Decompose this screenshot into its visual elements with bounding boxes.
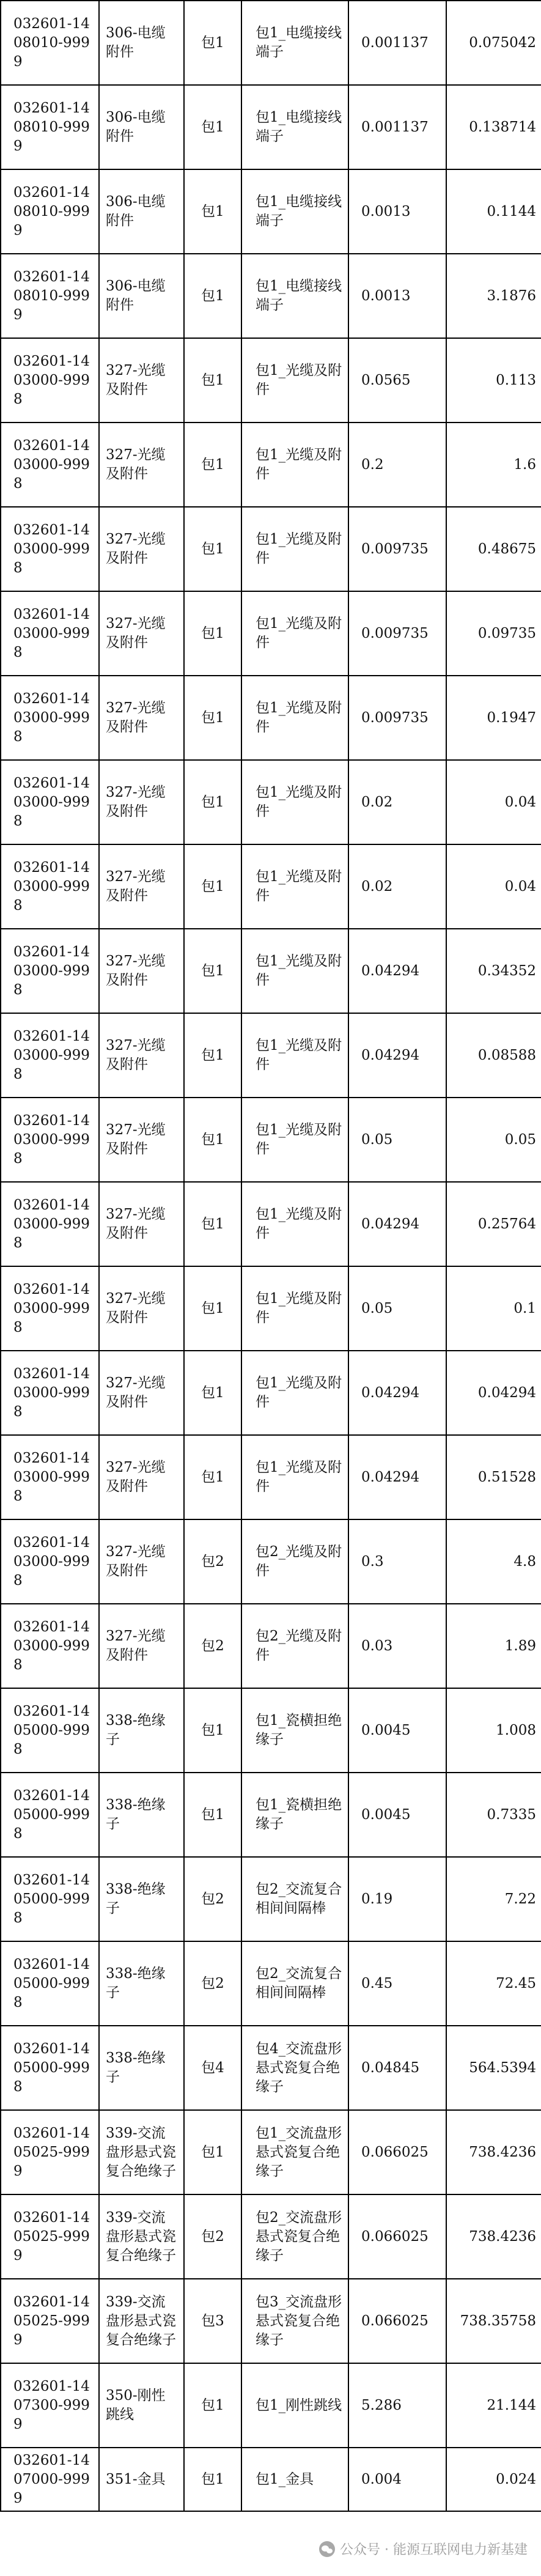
cell-material: 306-电缆附件	[99, 169, 184, 254]
cell-total: 0.48675	[446, 507, 541, 591]
cell-unit-value: 0.02	[348, 844, 446, 929]
cell-name: 包1_电缆接线端子	[241, 1, 348, 85]
cell-total: 72.45	[446, 1941, 541, 2026]
table-row	[1, 423, 541, 507]
cell-package: 包2	[184, 2194, 241, 2279]
cell-name: 包1_瓷横担绝缘子	[241, 1773, 348, 1857]
cell-total: 0.08588	[446, 1013, 541, 1098]
cell-package: 包1	[184, 85, 241, 169]
cell-material: 306-电缆附件	[99, 254, 184, 338]
cell-name: 包2_光缆及附件	[241, 1519, 348, 1604]
cell-unit-value: 0.04294	[348, 1013, 446, 1098]
cell-material: 327-光缆及附件	[99, 423, 184, 507]
table-row	[1, 1098, 541, 1182]
cell-unit-value: 0.0013	[348, 169, 446, 254]
cell-unit-value: 0.04294	[348, 929, 446, 1013]
cell-code: 032601-1405025-9999	[1, 2194, 99, 2279]
cell-material: 338-绝缘子	[99, 2026, 184, 2110]
cell-total: 0.34352	[446, 929, 541, 1013]
table-row	[1, 2026, 541, 2110]
cell-code: 032601-1403000-9998	[1, 1604, 99, 1688]
cell-name: 包1_光缆及附件	[241, 338, 348, 423]
cell-package: 包1	[184, 169, 241, 254]
cell-code: 032601-1403000-9998	[1, 1013, 99, 1098]
table-row	[1, 507, 541, 591]
cell-name: 包1_光缆及附件	[241, 1266, 348, 1351]
cell-total: 0.51528	[446, 1435, 541, 1519]
cell-package: 包1	[184, 423, 241, 507]
cell-material: 327-光缆及附件	[99, 1182, 184, 1266]
table-row	[1, 1519, 541, 1604]
cell-package: 包1	[184, 676, 241, 760]
cell-total: 0.04294	[446, 1351, 541, 1435]
cell-name: 包1_光缆及附件	[241, 844, 348, 929]
cell-code: 032601-1403000-9998	[1, 1098, 99, 1182]
cell-total: 0.1947	[446, 676, 541, 760]
cell-package: 包1	[184, 591, 241, 676]
cell-name: 包1_光缆及附件	[241, 1351, 348, 1435]
cell-package: 包1	[184, 1266, 241, 1351]
cell-name: 包1_光缆及附件	[241, 760, 348, 844]
cell-name: 包1_电缆接线端子	[241, 85, 348, 169]
cell-total: 1.89	[446, 1604, 541, 1688]
cell-code: 032601-1403000-9998	[1, 1182, 99, 1266]
cell-name: 包1_交流盘形悬式瓷复合绝缘子	[241, 2110, 348, 2194]
cell-material: 327-光缆及附件	[99, 1098, 184, 1182]
cell-code: 032601-1405000-9998	[1, 1773, 99, 1857]
table-row	[1, 844, 541, 929]
cell-code: 032601-1405025-9999	[1, 2110, 99, 2194]
table-row	[1, 2279, 541, 2363]
cell-code: 032601-1403000-9998	[1, 1266, 99, 1351]
cell-code: 032601-1408010-9999	[1, 1, 99, 85]
table-row	[1, 1, 541, 85]
cell-unit-value: 0.2	[348, 423, 446, 507]
cell-code: 032601-1403000-9998	[1, 760, 99, 844]
cell-package: 包2	[184, 1857, 241, 1941]
cell-unit-value: 0.001137	[348, 85, 446, 169]
cell-unit-value: 0.05	[348, 1098, 446, 1182]
cell-name: 包1_光缆及附件	[241, 507, 348, 591]
table-row	[1, 2363, 541, 2448]
cell-unit-value: 0.04845	[348, 2026, 446, 2110]
cell-material: 327-光缆及附件	[99, 676, 184, 760]
cell-total: 738.4236	[446, 2194, 541, 2279]
table-row	[1, 676, 541, 760]
cell-total: 0.1	[446, 1266, 541, 1351]
table-row	[1, 1604, 541, 1688]
cell-material: 327-光缆及附件	[99, 1351, 184, 1435]
cell-code: 032601-1403000-9998	[1, 423, 99, 507]
cell-name: 包1_光缆及附件	[241, 929, 348, 1013]
cell-unit-value: 0.04294	[348, 1182, 446, 1266]
cell-unit-value: 0.0045	[348, 1773, 446, 1857]
cell-material: 327-光缆及附件	[99, 507, 184, 591]
cell-unit-value: 0.19	[348, 1857, 446, 1941]
cell-total: 738.35758	[446, 2279, 541, 2363]
cell-package: 包1	[184, 1013, 241, 1098]
cell-total: 3.1876	[446, 254, 541, 338]
cell-total: 7.22	[446, 1857, 541, 1941]
cell-package: 包3	[184, 2279, 241, 2363]
table-row	[1, 1773, 541, 1857]
cell-package: 包1	[184, 507, 241, 591]
table-row	[1, 2448, 541, 2511]
cell-unit-value: 0.001137	[348, 1, 446, 85]
cell-total: 0.05	[446, 1098, 541, 1182]
cell-material: 338-绝缘子	[99, 1773, 184, 1857]
cell-unit-value: 0.0045	[348, 1688, 446, 1773]
cell-name: 包2_交流复合相间间隔棒	[241, 1857, 348, 1941]
table-row	[1, 929, 541, 1013]
table-row	[1, 1351, 541, 1435]
cell-total: 4.8	[446, 1519, 541, 1604]
cell-total: 0.113	[446, 338, 541, 423]
cell-total: 0.7335	[446, 1773, 541, 1857]
cell-package: 包1	[184, 254, 241, 338]
cell-name: 包1_光缆及附件	[241, 1182, 348, 1266]
cell-material: 327-光缆及附件	[99, 1435, 184, 1519]
cell-code: 032601-1405000-9998	[1, 2026, 99, 2110]
cell-name: 包1_光缆及附件	[241, 676, 348, 760]
cell-code: 032601-1403000-9998	[1, 1351, 99, 1435]
cell-name: 包1_电缆接线端子	[241, 169, 348, 254]
cell-code: 032601-1405025-9999	[1, 2279, 99, 2363]
cell-total: 0.024	[446, 2448, 541, 2511]
cell-package: 包1	[184, 1351, 241, 1435]
cell-package: 包1	[184, 844, 241, 929]
cell-total: 0.138714	[446, 85, 541, 169]
cell-material: 327-光缆及附件	[99, 1266, 184, 1351]
cell-material: 327-光缆及附件	[99, 338, 184, 423]
cell-material: 327-光缆及附件	[99, 1013, 184, 1098]
cell-package: 包2	[184, 1519, 241, 1604]
table-row	[1, 85, 541, 169]
cell-material: 327-光缆及附件	[99, 760, 184, 844]
cell-material: 339-交流盘形悬式瓷复合绝缘子	[99, 2110, 184, 2194]
cell-material: 306-电缆附件	[99, 1, 184, 85]
cell-name: 包2_交流盘形悬式瓷复合绝缘子	[241, 2194, 348, 2279]
watermark	[319, 2539, 528, 2558]
cell-material: 327-光缆及附件	[99, 1604, 184, 1688]
table-row	[1, 760, 541, 844]
cell-package: 包1	[184, 760, 241, 844]
cell-material: 306-电缆附件	[99, 85, 184, 169]
cell-material: 339-交流盘形悬式瓷复合绝缘子	[99, 2279, 184, 2363]
cell-code: 032601-1408010-9999	[1, 169, 99, 254]
cell-code: 032601-1403000-9998	[1, 844, 99, 929]
cell-package: 包1	[184, 338, 241, 423]
cell-code: 032601-1403000-9998	[1, 1519, 99, 1604]
wechat-icon	[319, 2541, 335, 2557]
cell-code: 032601-1403000-9998	[1, 929, 99, 1013]
cell-unit-value: 0.3	[348, 1519, 446, 1604]
cell-unit-value: 0.009735	[348, 507, 446, 591]
cell-unit-value: 0.0565	[348, 338, 446, 423]
cell-name: 包1_光缆及附件	[241, 423, 348, 507]
cell-package: 包1	[184, 1098, 241, 1182]
cell-unit-value: 0.04294	[348, 1351, 446, 1435]
cell-name: 包1_光缆及附件	[241, 1098, 348, 1182]
cell-package: 包1	[184, 2110, 241, 2194]
cell-package: 包2	[184, 1941, 241, 2026]
cell-unit-value: 0.009735	[348, 591, 446, 676]
table-row	[1, 1182, 541, 1266]
cell-unit-value: 0.004	[348, 2448, 446, 2511]
cell-package: 包1	[184, 2363, 241, 2448]
cell-total: 0.04	[446, 760, 541, 844]
cell-total: 0.09735	[446, 591, 541, 676]
table-row	[1, 591, 541, 676]
cell-material: 327-光缆及附件	[99, 1519, 184, 1604]
cell-code: 032601-1405000-9998	[1, 1688, 99, 1773]
cell-code: 032601-1403000-9998	[1, 507, 99, 591]
cell-total: 0.075042	[446, 1, 541, 85]
cell-total: 21.144	[446, 2363, 541, 2448]
table-row	[1, 1857, 541, 1941]
cell-name: 包1_光缆及附件	[241, 591, 348, 676]
cell-name: 包4_交流盘形悬式瓷复合绝缘子	[241, 2026, 348, 2110]
cell-code: 032601-1403000-9998	[1, 676, 99, 760]
cell-unit-value: 5.286	[348, 2363, 446, 2448]
cell-unit-value: 0.066025	[348, 2110, 446, 2194]
cell-code: 032601-1408010-9999	[1, 254, 99, 338]
cell-material: 327-光缆及附件	[99, 591, 184, 676]
cell-code: 032601-1408010-9999	[1, 85, 99, 169]
cell-total: 0.04	[446, 844, 541, 929]
cell-name: 包1_金具	[241, 2448, 348, 2511]
table-row	[1, 338, 541, 423]
table-row	[1, 1013, 541, 1098]
cell-total: 1.008	[446, 1688, 541, 1773]
cell-code: 032601-1405000-9998	[1, 1941, 99, 2026]
cell-name: 包1_光缆及附件	[241, 1435, 348, 1519]
table-row	[1, 1941, 541, 2026]
cell-unit-value: 0.0013	[348, 254, 446, 338]
table-row	[1, 169, 541, 254]
cell-material: 351-金具	[99, 2448, 184, 2511]
cell-unit-value: 0.05	[348, 1266, 446, 1351]
cell-package: 包1	[184, 2448, 241, 2511]
cell-unit-value: 0.45	[348, 1941, 446, 2026]
cell-code: 032601-1407300-9999	[1, 2363, 99, 2448]
table-row	[1, 1688, 541, 1773]
table-row	[1, 2110, 541, 2194]
cell-material: 338-绝缘子	[99, 1857, 184, 1941]
cell-material: 339-交流盘形悬式瓷复合绝缘子	[99, 2194, 184, 2279]
cell-code: 032601-1403000-9998	[1, 591, 99, 676]
table-row	[1, 1266, 541, 1351]
table-row	[1, 2194, 541, 2279]
cell-package: 包1	[184, 1, 241, 85]
cell-name: 包1_刚性跳线	[241, 2363, 348, 2448]
cell-code: 032601-1403000-9998	[1, 338, 99, 423]
cell-package: 包4	[184, 2026, 241, 2110]
cell-material: 327-光缆及附件	[99, 929, 184, 1013]
cell-package: 包1	[184, 929, 241, 1013]
cell-code: 032601-1403000-9998	[1, 1435, 99, 1519]
table-row	[1, 254, 541, 338]
cell-unit-value: 0.04294	[348, 1435, 446, 1519]
cell-total: 0.1144	[446, 169, 541, 254]
cell-package: 包1	[184, 1688, 241, 1773]
cell-package: 包1	[184, 1182, 241, 1266]
cell-code: 032601-1407000-9999	[1, 2448, 99, 2511]
cell-unit-value: 0.066025	[348, 2279, 446, 2363]
cell-package: 包1	[184, 1435, 241, 1519]
cell-package: 包1	[184, 1773, 241, 1857]
cell-material: 338-绝缘子	[99, 1941, 184, 2026]
cell-package: 包2	[184, 1604, 241, 1688]
cell-material: 327-光缆及附件	[99, 844, 184, 929]
cell-name: 包2_光缆及附件	[241, 1604, 348, 1688]
cell-unit-value: 0.02	[348, 760, 446, 844]
cell-total: 738.4236	[446, 2110, 541, 2194]
cell-name: 包1_电缆接线端子	[241, 254, 348, 338]
cell-total: 564.5394	[446, 2026, 541, 2110]
cell-unit-value: 0.03	[348, 1604, 446, 1688]
cell-total: 1.6	[446, 423, 541, 507]
cell-name: 包3_交流盘形悬式瓷复合绝缘子	[241, 2279, 348, 2363]
cell-material: 350-刚性跳线	[99, 2363, 184, 2448]
cell-unit-value: 0.009735	[348, 676, 446, 760]
watermark-text: 公众号 · 能源互联网电力新基建	[340, 2542, 528, 2558]
table-body	[1, 1, 541, 2511]
cell-code: 032601-1405000-9998	[1, 1857, 99, 1941]
cell-material: 338-绝缘子	[99, 1688, 184, 1773]
cell-name: 包2_交流复合相间间隔棒	[241, 1941, 348, 2026]
cell-name: 包1_瓷横担绝缘子	[241, 1688, 348, 1773]
table-row	[1, 1435, 541, 1519]
cell-unit-value: 0.066025	[348, 2194, 446, 2279]
cell-name: 包1_光缆及附件	[241, 1013, 348, 1098]
cell-total: 0.25764	[446, 1182, 541, 1266]
